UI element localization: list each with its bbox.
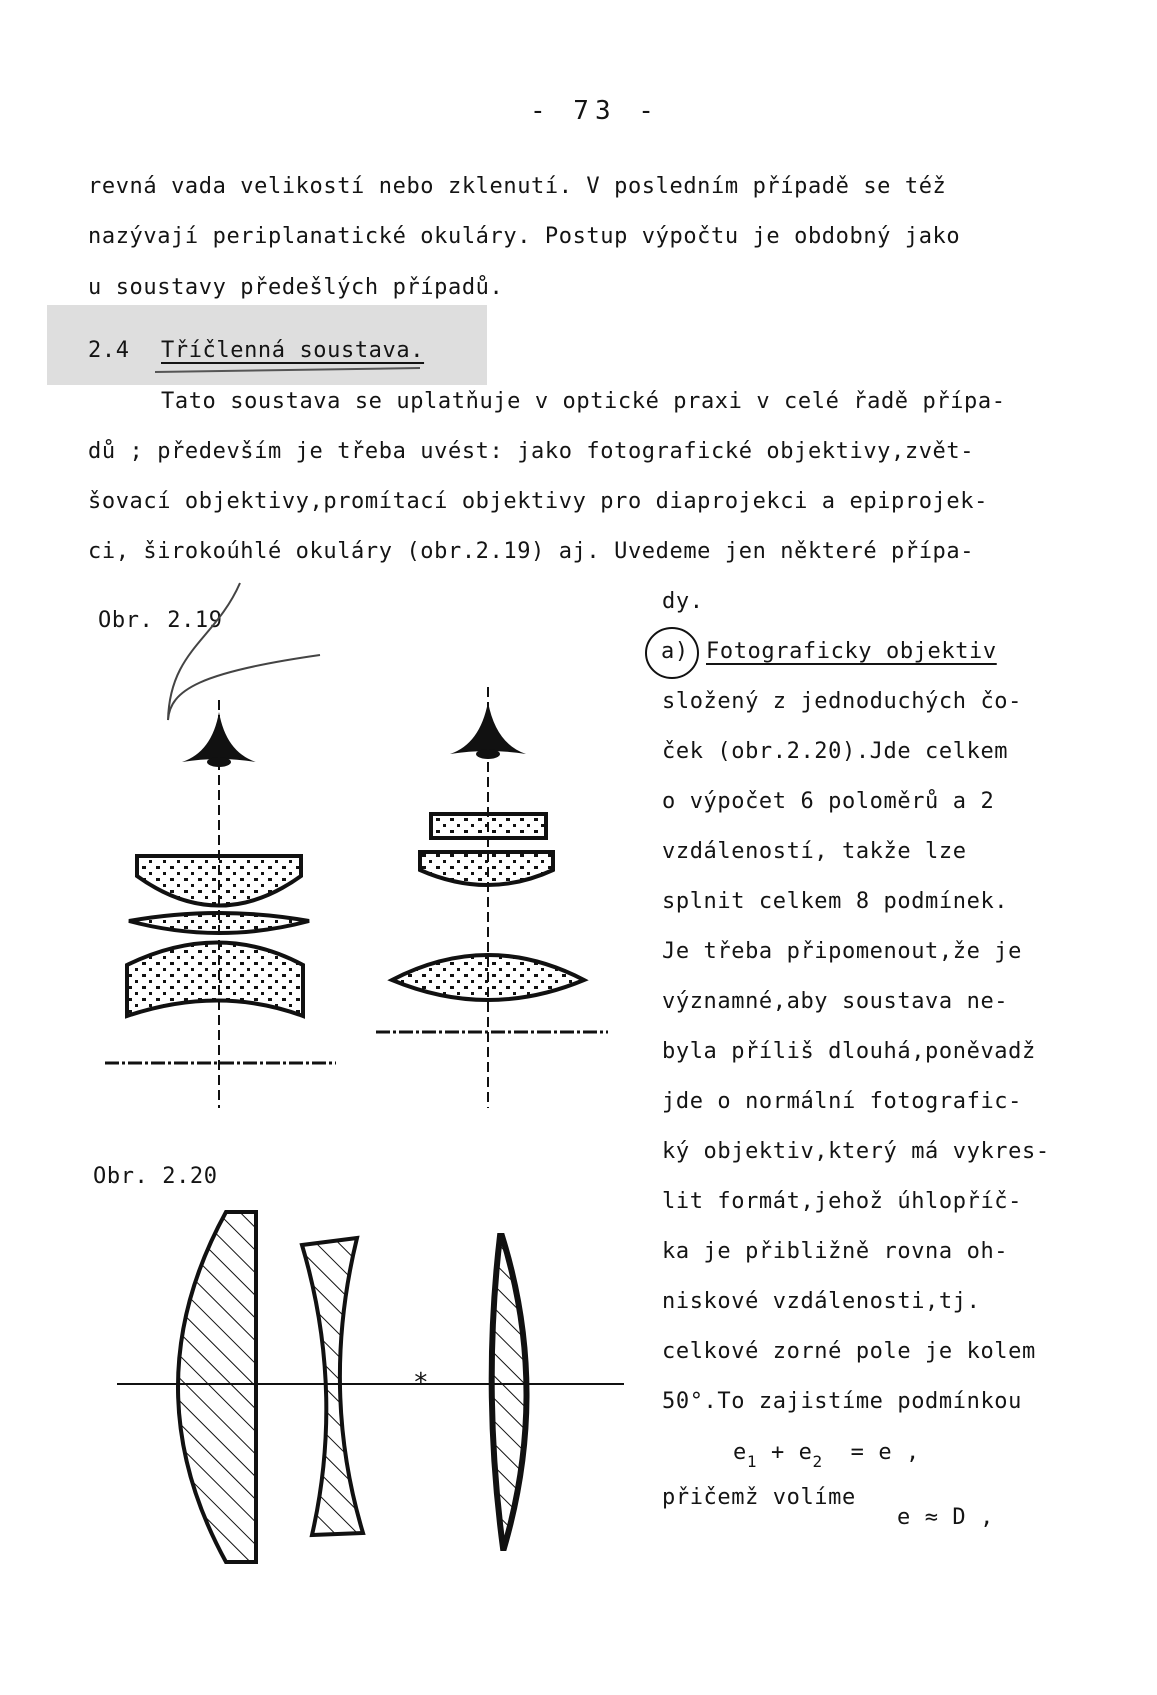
paragraph-line-1: Tato soustava se uplatňuje v optické praxi v celé řadě přípa- <box>161 389 1006 414</box>
right-line-4: vzdáleností, takže lze <box>662 839 967 864</box>
lens-element-2 <box>129 913 309 933</box>
right-line-12: ka je přibližně rovna oh- <box>662 1239 1009 1264</box>
paragraph-line-3: šovací objektivy,promítací objektivy pro diaprojekci a epiprojek- <box>88 489 988 514</box>
body-line-3: u soustavy předešlých případů. <box>88 275 504 300</box>
right-line-3: o výpočet 6 poloměrů a 2 <box>662 789 995 814</box>
section-title: Tříčlenná soustava. <box>161 338 425 363</box>
right-line-13: niskové vzdálenosti,tj. <box>662 1289 981 1314</box>
formula-e1: e <box>733 1440 747 1465</box>
body-line-1: revná vada velikostí nebo zklenutí. V posledním případě se též <box>88 174 947 199</box>
right-line-6: Je třeba připomenout,že je <box>662 939 1022 964</box>
lens-element-6 <box>392 955 584 1000</box>
right-line-9: jde o normální fotografic- <box>662 1089 1022 1114</box>
formula-lead: přičemž volíme <box>662 1485 856 1510</box>
lens-front-convex <box>178 1212 256 1562</box>
right-line-5: splnit celkem 8 podmínek. <box>662 889 1009 914</box>
lens-element-3 <box>127 943 303 1017</box>
lens-element-1 <box>137 856 301 906</box>
item-marker: a) <box>661 639 689 664</box>
right-line-15: 50°.To zajistíme podmínkou <box>662 1389 1022 1414</box>
figure-2-19-label: Obr. 2.19 <box>98 608 223 633</box>
right-line-10: ký objektiv,který má vykres- <box>662 1139 1050 1164</box>
pencil-scribble <box>168 583 320 720</box>
formula-approx: e ≈ D , <box>897 1505 994 1530</box>
right-line-14: celkové zorné pole je kolem <box>662 1339 1036 1364</box>
right-line-8: byla příliš dlouhá,poněvadž <box>662 1039 1036 1064</box>
right-line-1: složený z jednoduchých čo- <box>662 689 1022 714</box>
aperture-stop-marker: * <box>413 1368 430 1398</box>
formula-rhs: = e , <box>850 1440 920 1465</box>
lens-middle-concave <box>302 1238 363 1535</box>
formula-e2: e <box>798 1440 813 1465</box>
figure-2-19-right <box>376 687 608 1108</box>
formula-sub-1: 1 <box>746 1452 758 1471</box>
section-underline-mark <box>155 368 420 372</box>
right-line-2: ček (obr.2.20).Jde celkem <box>662 739 1009 764</box>
item-title: Fotograficky objektiv <box>706 639 997 664</box>
right-line-dy: dy. <box>662 589 704 614</box>
right-line-11: lit formát,jehož úhlopříč- <box>662 1189 1022 1214</box>
figure-2-19-left <box>105 700 336 1108</box>
lens-rear-convex <box>492 1236 527 1548</box>
section-number: 2.4 <box>88 338 130 363</box>
paragraph-line-2: dů ; především je třeba uvést: jako fotografické objektivy,zvět- <box>88 439 975 464</box>
page-number: - 73 - <box>530 96 660 126</box>
right-line-7: významné,aby soustava ne- <box>662 989 1009 1014</box>
paragraph-line-4: ci, širokoúhlé okuláry (obr.2.19) aj. Uvedeme jen některé přípa- <box>88 539 975 564</box>
lens-element-4 <box>431 814 546 838</box>
body-line-2: nazývají periplanatické okuláry. Postup výpočtu je obdobný jako <box>88 224 961 249</box>
formula-sub-2: 2 <box>812 1452 823 1471</box>
formula-plus: + <box>770 1440 785 1465</box>
item-marker-circle <box>646 628 698 678</box>
figure-2-20-label: Obr. 2.20 <box>93 1164 218 1189</box>
lens-element-5 <box>420 852 553 885</box>
figure-2-20-triplet <box>117 1212 624 1562</box>
